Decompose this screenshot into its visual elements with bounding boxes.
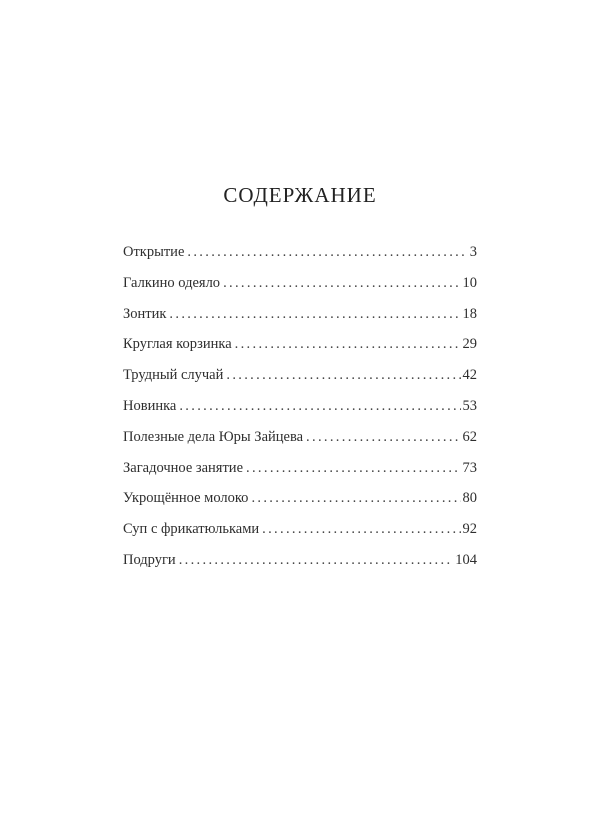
- toc-entry-title: Новинка: [123, 397, 177, 414]
- toc-entry-page: 73: [462, 459, 477, 476]
- toc-entry-page: 42: [462, 367, 477, 384]
- dot-leader: [246, 460, 460, 477]
- dot-leader: [251, 490, 460, 507]
- toc-entry[interactable]: [123, 336, 477, 367]
- dot-leader: [262, 521, 460, 538]
- toc-entry-title: Подруги: [123, 551, 176, 568]
- toc-entry-title: Полезные дела Юры Зайцева: [123, 428, 304, 445]
- dot-leader: [226, 367, 460, 384]
- dot-leader: [223, 275, 460, 292]
- toc-entry-title: Трудный случай: [123, 367, 224, 384]
- toc-entry-title: Галкино одеяло: [123, 274, 221, 291]
- toc-entry-title: Суп с фрикатюльками: [123, 521, 260, 538]
- dot-leader: [187, 244, 467, 261]
- toc-entry-page: 92: [462, 521, 477, 538]
- toc-entry-page: 18: [462, 305, 477, 322]
- toc-entry-page: 80: [462, 490, 477, 507]
- toc-entry-title: Открытие: [123, 244, 185, 260]
- dot-leader: [179, 552, 454, 569]
- toc-entry[interactable]: [123, 398, 477, 429]
- dot-leader: [169, 306, 460, 323]
- toc-entry-page: 10: [462, 274, 477, 291]
- toc-entry[interactable]: [123, 521, 477, 552]
- toc-entry-title: Укрощённое молоко: [123, 490, 249, 507]
- dot-leader: [179, 398, 460, 415]
- toc-entry[interactable]: [123, 429, 477, 460]
- toc-entry[interactable]: [123, 460, 477, 491]
- toc-entry-page: 104: [455, 551, 477, 568]
- dot-leader: [306, 429, 460, 446]
- table-of-contents: [123, 244, 477, 583]
- toc-entry-page: 29: [462, 336, 477, 353]
- page-title: СОДЕРЖАНИЕ: [223, 183, 377, 207]
- toc-entry-page: 62: [462, 428, 477, 445]
- toc-entry-title: Загадочное занятие: [123, 459, 244, 476]
- toc-entry-page: 3: [469, 244, 477, 260]
- toc-entry[interactable]: [123, 367, 477, 398]
- toc-entry-title: Зонтик: [123, 305, 167, 322]
- toc-entry[interactable]: [123, 552, 477, 583]
- toc-entry[interactable]: [123, 244, 477, 275]
- toc-entry[interactable]: [123, 490, 477, 521]
- toc-entry-page: 53: [462, 397, 477, 414]
- toc-entry-title: Круглая корзинка: [123, 336, 232, 353]
- dot-leader: [235, 336, 461, 353]
- toc-entry[interactable]: [123, 275, 477, 306]
- toc-entry[interactable]: [123, 306, 477, 337]
